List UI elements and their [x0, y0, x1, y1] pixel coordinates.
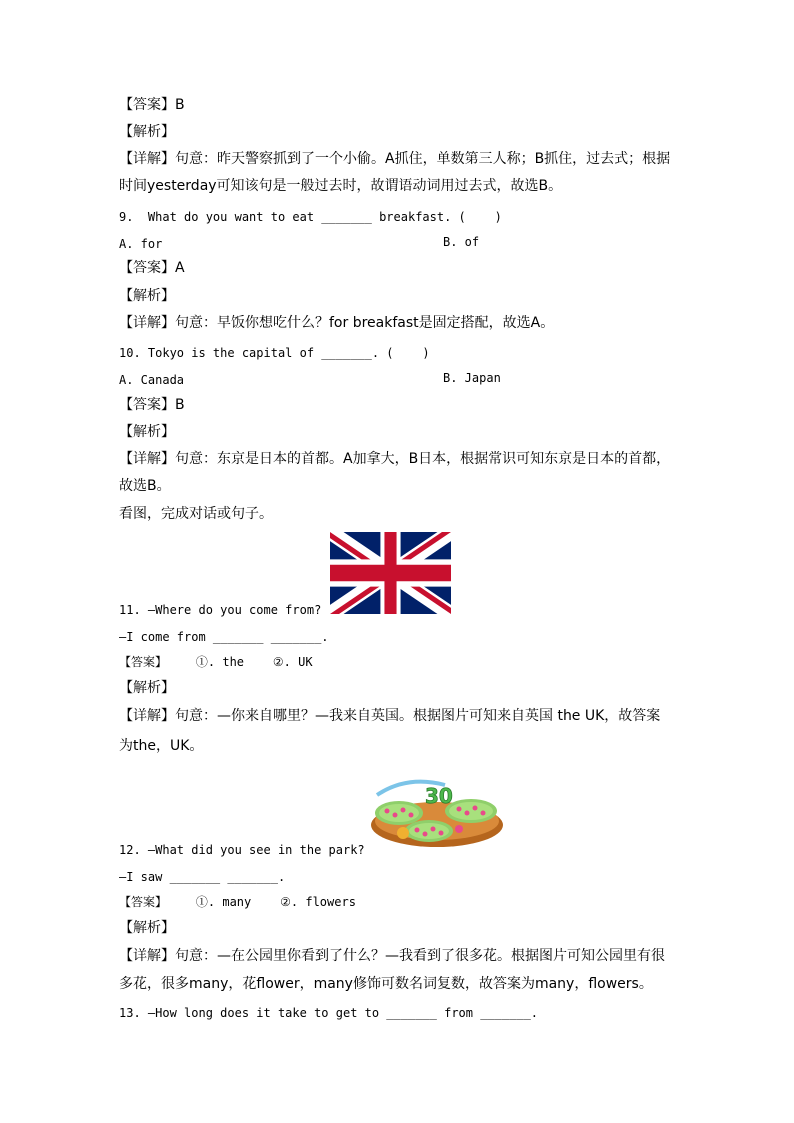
line-detail-10b: 故选B。 [119, 478, 171, 494]
line-answer-12: 【答案】 ①. many ②. flowers [119, 895, 356, 909]
line-detail-12a: 【详解】句意：—在公园里你看到了什么？—我看到了很多花。根据图片可知公园里有很 [119, 948, 665, 964]
line-analysis-11: 【解析】 [119, 680, 175, 696]
question-10: 10. Tokyo is the capital of _______. ( ) [119, 346, 430, 360]
option-10a: A. Canada [119, 373, 185, 387]
line-answer-10: 【答案】B [119, 397, 185, 413]
line-detail-8b: 时间yesterday可知该句是一般过去时，故谓语动词用过去式，故选B。 [119, 178, 563, 194]
park-flowers-image [367, 773, 505, 851]
question-11-response: —I come from _______ _______. [119, 630, 329, 644]
section-instruction: 看图，完成对话或句子。 [119, 506, 273, 522]
park-number-label: 30 [425, 784, 453, 808]
line-detail-8a: 【详解】句意：昨天警察抓到了一个小偷。A抓住，单数第三人称；B抓住，过去式；根据 [119, 151, 671, 167]
line-analysis-10: 【解析】 [119, 424, 175, 440]
line-answer-9: 【答案】A [119, 260, 185, 276]
line-detail-9: 【详解】句意：早饭你想吃什么？for breakfast是固定搭配，故选A。 [119, 315, 555, 331]
option-10b: B. Japan [443, 371, 501, 385]
line-analysis-8: 【解析】 [119, 124, 175, 140]
question-11: 11. —Where do you come from? [119, 603, 322, 617]
question-12-response: —I saw _______ _______. [119, 870, 286, 884]
question-12: 12. —What did you see in the park? [119, 843, 365, 857]
line-detail-11b: 为the，UK。 [119, 738, 204, 754]
question-9: 9. What do you want to eat _______ breakfast. ( ) [119, 210, 502, 224]
line-detail-10a: 【详解】句意：东京是日本的首都。A加拿大，B日本，根据常识可知东京是日本的首都， [119, 451, 671, 467]
line-answer-8: 【答案】B [119, 97, 185, 113]
line-analysis-9: 【解析】 [119, 288, 175, 304]
line-analysis-12: 【解析】 [119, 920, 175, 936]
line-detail-12b: 多花，很多many，花flower，many修饰可数名词复数，故答案为many，flowers。 [119, 976, 653, 992]
option-9a: A. for [119, 237, 163, 251]
line-answer-11: 【答案】 ①. the ②. UK [119, 655, 313, 669]
uk-flag-image [330, 532, 451, 614]
question-13: 13. —How long does it take to get to _______ from _______. [119, 1006, 539, 1020]
option-9b: B. of [443, 235, 480, 249]
line-detail-11a: 【详解】句意：—你来自哪里？—我来自英国。根据图片可知来自英国 the UK，故答案 [119, 708, 661, 724]
